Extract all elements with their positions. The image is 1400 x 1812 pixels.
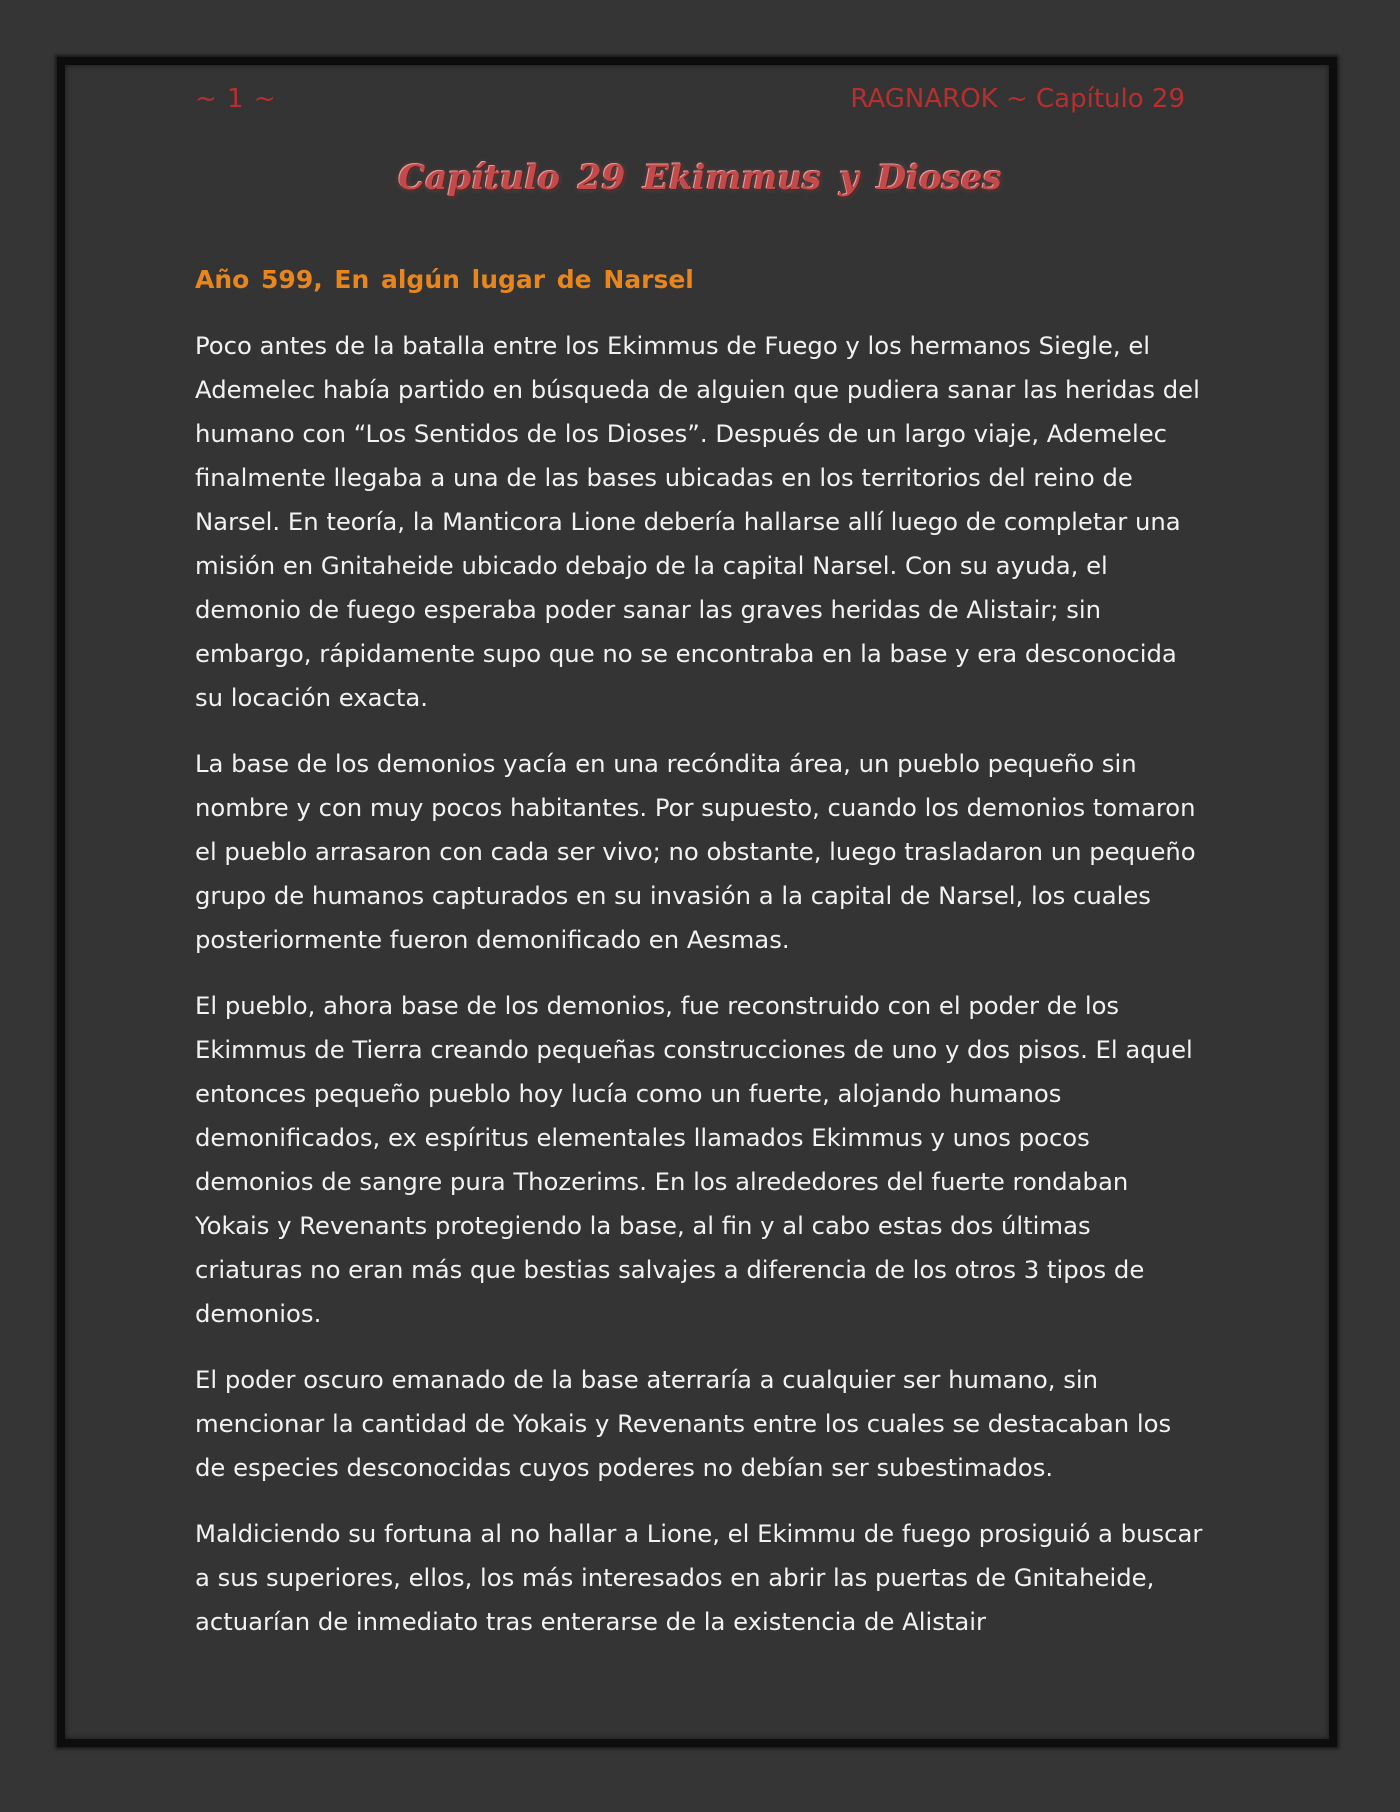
paragraph-5: Maldiciendo su fortuna al no hallar a Lione, el Ekimmu de fuego prosiguió a buscar a sus superiores, ellos, los más interesados en abrir las puertas de Gnitaheide, actuarían de inmediato tras enterarse de la existencia de Alistair bbox=[195, 1519, 1203, 1636]
paragraph-3: El pueblo, ahora base de los demonios, fue reconstruido con el poder de los Ekimmus de Tierra creando pequeñas construcciones de uno y dos pisos. El aquel entonces pequeño pueblo hoy lucía como un fuerte, alojando humanos demonificados, ex espíritus elementales llamados Ekimmus y unos pocos demonios de sangre pura Thozerims. En los alrededores del fuerte rondaban Yokais y Revenants protegiendo la base, al fin y al cabo estas dos últimas criaturas no eran más que bestias salvajes a diferencia de los otros 3 tipos de demonios. bbox=[195, 991, 1193, 1328]
page-number: ~ 1 ~ bbox=[195, 84, 277, 114]
page-body bbox=[195, 258, 1205, 1666]
section-heading: Año 599, En algún lugar de Narsel bbox=[195, 265, 694, 294]
chapter-title: Capítulo 29 Ekimmus y Dioses bbox=[398, 158, 1002, 198]
paragraph-2: La base de los demonios yacía en una recóndita área, un pueblo pequeño sin nombre y con muy pocos habitantes. Por supuesto, cuando los demonios tomaron el pueblo arrasaron con cada ser vivo; no obstante, luego trasladaron un pequeño grupo de humanos capturados en su invasión a la capital de Narsel, los cuales posteriormente fueron demonificado en Aesmas. bbox=[195, 749, 1196, 954]
paragraph-1: Poco antes de la batalla entre los Ekimmus de Fuego y los hermanos Siegle, el Ademelec había partido en búsqueda de alguien que pudiera sanar las heridas del humano con “Los Sentidos de los Dioses”. Después de un largo viaje, Ademelec finalmente llegaba a una de las bases ubicadas en los territorios del reino de Narsel. En teoría, la Manticora Lione debería hallarse allí luego de completar una misión en Gnitaheide ubicado debajo de la capital Narsel. Con su ayuda, el demonio de fuego esperaba poder sanar las graves heridas de Alistair; sin embargo, rápidamente supo que no se encontraba en la base y era desconocida su locación exacta. bbox=[195, 331, 1200, 712]
running-title: RAGNAROK ~ Capítulo 29 bbox=[850, 84, 1185, 114]
paragraph-4: El poder oscuro emanado de la base aterraría a cualquier ser humano, sin mencionar la cantidad de Yokais y Revenants entre los cuales se destacaban los de especies desconocidas cuyos poderes no debían ser subestimados. bbox=[195, 1365, 1172, 1482]
